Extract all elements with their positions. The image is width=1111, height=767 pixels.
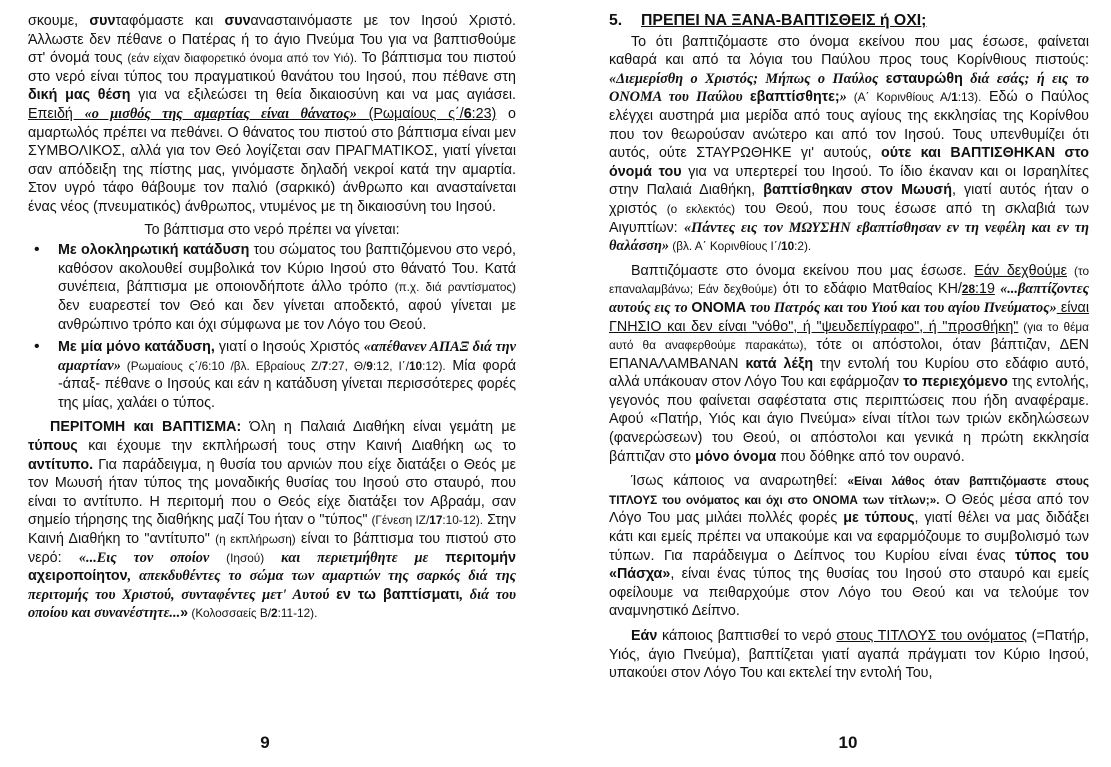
bullet-item: [28, 338, 516, 412]
text-run: ότι το εδάφιο Ματθαίος ΚΗ/: [777, 281, 962, 298]
text-run: , γιατί θέλει να μας διδάξει κάτι και εμείς πρέπει να υπακούμε και να εφαρμόζουμε το συμβολισμό των τύπων. Για παράδειγμα ο Δείπνος του Κυρίου είναι ένας: [609, 510, 1090, 564]
section-intro-line: Το βάπτισμα στο νερό πρέπει να γίνεται:: [144, 221, 400, 238]
reference: :12, Ι΄/: [372, 358, 409, 373]
underlined-text: Εάν δεχθούμε: [974, 262, 1068, 279]
text-run: Ο Θεός μέσα από τον Λόγο Του μας μιλάει πολλές φορές: [609, 491, 1089, 527]
scripture-quote: «ο μισθός της αμαρτίας είναι θάνατος»: [84, 105, 357, 122]
paragraph: [28, 418, 516, 623]
emphasis-text: βαπτίσθηκαν στον Μωυσή: [763, 182, 952, 199]
text-run: Όλη η Παλαιά Διαθήκη είναι γεμάτη με: [241, 419, 516, 436]
text-run: δεν ευαρεστεί τον Θεό και δεν γίνεται αποδεκτό, αφού γίνεται με ανθρώπινο τρόπο και όχι σύμφωνα με τον Λόγο του Θεού.: [58, 297, 516, 333]
text-run: την εντολή του Κυρίου στο εδάφιο αυτό, αλλά υπάκουαν στον Λόγο Του και εφάρμοζαν: [609, 355, 1090, 391]
text-run: , είναι ένας τύπος της θυσίας του Ιησού στο σταυρό και εμείς οφείλουμε να πειθαρχούμε στον Λόγο του Θεού και να τελούμε τον αναμνηστικό Δείπνο.: [609, 566, 1089, 620]
parenthetical-note: (εάν είχαν διαφορετικό όνομα από τον Υιό).: [127, 51, 358, 66]
reference: :2).: [794, 239, 812, 254]
reference: (Ρωμαίους ς΄/6:10 /βλ. Εβραίους Ζ/: [120, 358, 322, 373]
text-run: ανασταινόμαστε με τον Ιησού Χριστό. Άλλωστε δεν πέθανε ο Πατέρας ή το άγιο Πνεύμα Του για να βαπτισθούμε στ' όνομά τους: [28, 13, 517, 67]
page-number: 10: [838, 733, 858, 752]
parenthetical-note: (Ιησού): [226, 550, 265, 565]
text-run: που δόθηκε από τον ουρανό.: [776, 448, 965, 465]
emphasis-text: ΟΝΟΜΑ: [691, 299, 747, 316]
text-run: Στην Καινή Διαθήκη το "αντίτυπο": [28, 512, 516, 548]
quote-mark: »: [839, 89, 847, 106]
text-run: και έχουμε την εκπλήρωσή τους στην Καινή Διαθήκη ως το: [77, 438, 516, 455]
parenthetical-note: (π.χ. διά ραντίσματος): [394, 280, 517, 295]
reference-number: 10: [781, 239, 795, 254]
text-run: Εδώ ο Παύλος ελέγχει αυστηρά μια μερίδα από τους αγίους της εκκλησίας της Κορίνθου που τον θεωρούσαν ανώτερο και από τον Ιησού. Τους υπενθυμίζει ότι αυτός, ούτε ΣΤΑΥΡΩΘΗΚΕ γι' αυτούς,: [609, 89, 1089, 162]
page-left-text: [28, 12, 516, 623]
paragraph: [609, 33, 1089, 256]
question-quote: «Είναι λάθος όταν βαπτιζόμαστε στους ΤΙΤΛΟΥΣ του ονόματος και όχι στο ΟΝΟΜΑ των τίτλων;».: [609, 474, 1089, 507]
text-run: είναι το βάπτισμα του πιστού στο νερό:: [28, 531, 517, 566]
scripture-quote: , απεκδυθέντες το σώμα των αμαρτιών της σαρκός διά της περιτομής του Χριστού, συνταφέντες μετ' Αυτού: [28, 568, 516, 603]
text-run: γιατί ο Ιησούς Χριστός: [214, 339, 364, 356]
parenthetical-note: (το επαναλαμβάνω; Εάν δεχθούμε): [609, 263, 1090, 297]
paragraph: [609, 472, 1089, 621]
emphasis-text: μόνο όνομα: [695, 448, 777, 465]
emphasis-text: τύπος του «Πάσχα»: [609, 547, 1089, 583]
scripture-quote: «απέθανεν ΑΠΑΞ διά την αμαρτίαν»: [58, 339, 516, 374]
scripture-quote: και περιετμήθητε με: [264, 549, 446, 566]
parenthetical-note: (για το θέμα αυτό θα αναφερθούμε παρακάτω),: [609, 319, 1089, 353]
page-right-text: [609, 12, 1089, 683]
reference: (Ρωμαίους ς΄/: [356, 105, 464, 122]
page-right: [585, 0, 1111, 767]
reference: (Α΄ Κορινθίους Α/: [846, 90, 952, 105]
bullet-list: [28, 241, 516, 412]
text-run: Το βάπτισμα του πιστού στο νερό είναι τύπος του πραγματικού θανάτου του Ιησού, που πέθανε στη: [28, 50, 516, 85]
reference: (Γένεση ΙΖ/: [371, 513, 430, 528]
text-run: Ίσως κάποιος να αναρωτηθεί:: [631, 473, 848, 490]
chapter-title: ΠΡΕΠΕΙ ΝΑ ΞΑΝΑ-ΒΑΠΤΙΣΘΕΙΣ ή ΟΧΙ;: [641, 12, 927, 29]
scripture-quote: «Πάντες εις τον ΜΩΥΣΗΝ εβαπτίσθησαν εν τη νεφέλη και εν τη θαλάσση»: [609, 219, 1089, 255]
text-run: τότε οι απόστολοι, όταν βάπτιζαν, ΔΕΝ ΕΠΑΝΑΛΑΜΒΑΝΑΝ: [609, 337, 1089, 372]
reference: :10-12).: [442, 513, 484, 528]
page-number: 9: [260, 733, 270, 752]
quote-mark: »: [180, 605, 189, 622]
reference-number: 1: [951, 90, 958, 105]
reference: :27, Θ/: [328, 358, 367, 373]
emphasis-text: τύπους: [28, 438, 78, 455]
scripture-quote: «Διεμερίσθη ο Χριστός; Μήπως ο Παύλος: [609, 70, 886, 87]
bullet-heading: Με ολοκληρωτική κατάδυση: [58, 242, 250, 259]
chapter-number: 5.: [609, 12, 623, 29]
emphasis-text: ούτε και ΒΑΠΤΙΣΘΗΚΑΝ στο όνομά του: [609, 145, 1089, 180]
text-run: σκουμε,: [28, 13, 90, 29]
emphasis-text: αντίτυπο.: [28, 456, 94, 473]
underlined-text: στους ΤΙΤΛΟΥΣ του ονόματος: [836, 628, 1027, 644]
reference-number: 28: [961, 282, 976, 297]
scripture-quote: διά εσάς; ή εις το ΟΝΟΜΑ του Παύλου: [609, 70, 1089, 106]
text-run: του σώματος του βαπτιζόμενου στο νερό, καθόσον ακολουθεί συμβολικά τον Κύριο Ιησού στο θάνατό Του. Κατά συνέπεια, βάπτισμα με οποιονδήποτε άλλο τρόπο: [58, 242, 517, 296]
text-run: ο αμαρτωλός πρέπει να πεθάνει. Ο θάνατος του πιστού στο βάπτισμα είναι μεν ΣΥΜΒΟΛΙΚΟΣ, αλλά για τον Θεό λογίζεται σαν ΠΡΑΓΜΑΤΙΚΟΣ, γιατί γίνεται σαν απόδειξη της πίστης μας, γινόμαστε δηλαδή νεκροί κατά την αμαρτία. Στον υγρό τάφο θάβουμε τον παλιό (σαρκικό) άνθρωπο και ανασταίνεται ένας νέος (πνευματικός) άνθρωπος, ντυμένος με τη δικαιοσύνη του Ιησού.: [28, 105, 516, 215]
text-run: της εντολής, γεγονός που φαίνεται σαφέστατα στις περιπτώσεις που ήδη αναφέραμε. Αφού «Πατήρ, Υιός και άγιο Πνεύμα» είναι τίτλοι των τριών εκδηλώσεων (φανερώσεων) του Θεού, οι απόστολοι και γενικά η πρώτη εκκλησία βάπτιζαν στο: [609, 374, 1090, 465]
reference-number: 10: [408, 358, 423, 373]
scripture-quote: , διά του οποίου και συνανέστητε...: [28, 586, 516, 622]
text-run: κάποιος βαπτισθεί το νερό: [657, 628, 837, 644]
reference-number: 17: [429, 513, 443, 528]
text-run: ταφόμαστε και: [115, 13, 225, 29]
emphasis-text: Εάν: [631, 628, 658, 644]
emphasis-text: περιτομήν αχειροποίητον: [28, 549, 516, 585]
emphasis-text: εν τω βαπτίσματι: [336, 586, 460, 603]
underlined-text: είναι ΓΝΗΣΙΟ και δεν είναι "νόθο", ή "ψευδεπίγραφο", ή "προσθήκη": [609, 299, 1089, 335]
emphasis-text: δική μας θέση: [28, 87, 131, 104]
text-run: για να εξιλεώσει τη θεία δικαιοσύνη και να μας αγιάσει.: [130, 87, 516, 104]
bullet-heading: Με μία μόνο κατάδυση,: [58, 339, 215, 356]
emphasis-text: συν: [224, 13, 251, 29]
emphasis-text: το περιεχόμενο: [903, 374, 1008, 391]
emphasis-text: με τύπους: [843, 510, 915, 527]
reference: :12).: [422, 358, 446, 373]
bullet-item: [28, 241, 516, 334]
emphasis-text: εβαπτίσθητε;: [749, 89, 840, 106]
text-run: Το ότι βαπτιζόμαστε στο όνομα εκείνου που μας έσωσε, φαίνεται καθαρά και από τα λόγια του Παύλου προς τους Κορίνθιους πιστούς:: [609, 33, 1089, 69]
parenthetical-note: (ο εκλεκτός): [666, 201, 736, 216]
reference-number: 6: [463, 105, 472, 122]
reference: (βλ. Α΄ Κορινθίους Ι΄/: [669, 239, 782, 254]
paragraph-lead: ΠΕΡΙΤΟΜΗ και ΒΑΠΤΙΣΜΑ:: [50, 419, 242, 436]
bullet-icon: •: [34, 338, 40, 356]
paragraph: [609, 627, 1089, 683]
reference: :19: [975, 281, 995, 298]
reference: :11-12).: [277, 606, 318, 621]
emphasis-text: συν: [89, 13, 116, 29]
bullet-icon: •: [34, 241, 40, 259]
scripture-quote: «...βαπτίζοντες αυτούς εις το: [609, 281, 1089, 316]
underlined-text: Επειδή: [28, 105, 85, 122]
reference: (Κολοσσαείς Β/: [188, 606, 272, 621]
reference-number: 2: [271, 606, 278, 621]
reference: :13).: [957, 90, 982, 105]
parenthetical-note: (η εκπλήρωση): [215, 532, 296, 547]
text-run: του Θεού, που τους έσωσε από τη σκλαβιά των Αιγυπτίων:: [609, 200, 1089, 236]
text-run: για να υπερτερεί του Ιησού. Το ίδιο έκαναν και οι Ισραηλίτες στην Παλαιά Διαθήκη,: [609, 163, 1089, 199]
paragraph: [28, 12, 516, 217]
emphasis-text: κατά λέξη: [745, 355, 814, 372]
scripture-quote: του Πατρός και του Υιού και του αγίου Πνεύματος»: [746, 299, 1057, 316]
text-run: Για παράδειγμα, η θυσία του αρνιών που είχε διατάξει ο Θεός με τον Μωυσή ήταν τύπος της μοναδικής θυσίας του Ιησού στο σταυρό, που είναι το αντίτυπο. Η περιτομή που ο Θεός είχε διατάξει τον Αβραάμ, σαν σημείο τήρησης της διαθήκης μαζί Του ήταν ο "τύπος": [28, 456, 516, 529]
text-run: Μία φορά -άπαξ- πέθανε ο Ιησούς και εάν η κατάδυση γίνεται περισσότερες φορές της μίας, χαλάει ο τύπος.: [58, 357, 516, 411]
text-run: , γιατί αυτός ήταν ο χριστός: [609, 182, 1089, 217]
text-run: Βαπτιζόμαστε στο όνομα εκείνου που μας έσωσε.: [631, 262, 975, 279]
page-left: [0, 0, 530, 767]
scripture-quote: «...Εις τον οποίον: [78, 549, 227, 566]
reference-number: 7: [321, 358, 329, 373]
emphasis-text: εσταυρώθη: [885, 70, 963, 87]
reference: :23): [471, 105, 497, 122]
chapter-heading: [609, 12, 1089, 31]
text-run: (=Πατήρ, Υιός, άγιο Πνεύμα), βαπτίζεται γιατί αγαπά πράγματι τον Κύριο Ιησού, υπακούει στον Λόγο Του και εκτελεί την εντολή Του,: [609, 628, 1089, 682]
paragraph: [609, 262, 1089, 467]
reference-number: 9: [366, 358, 373, 373]
